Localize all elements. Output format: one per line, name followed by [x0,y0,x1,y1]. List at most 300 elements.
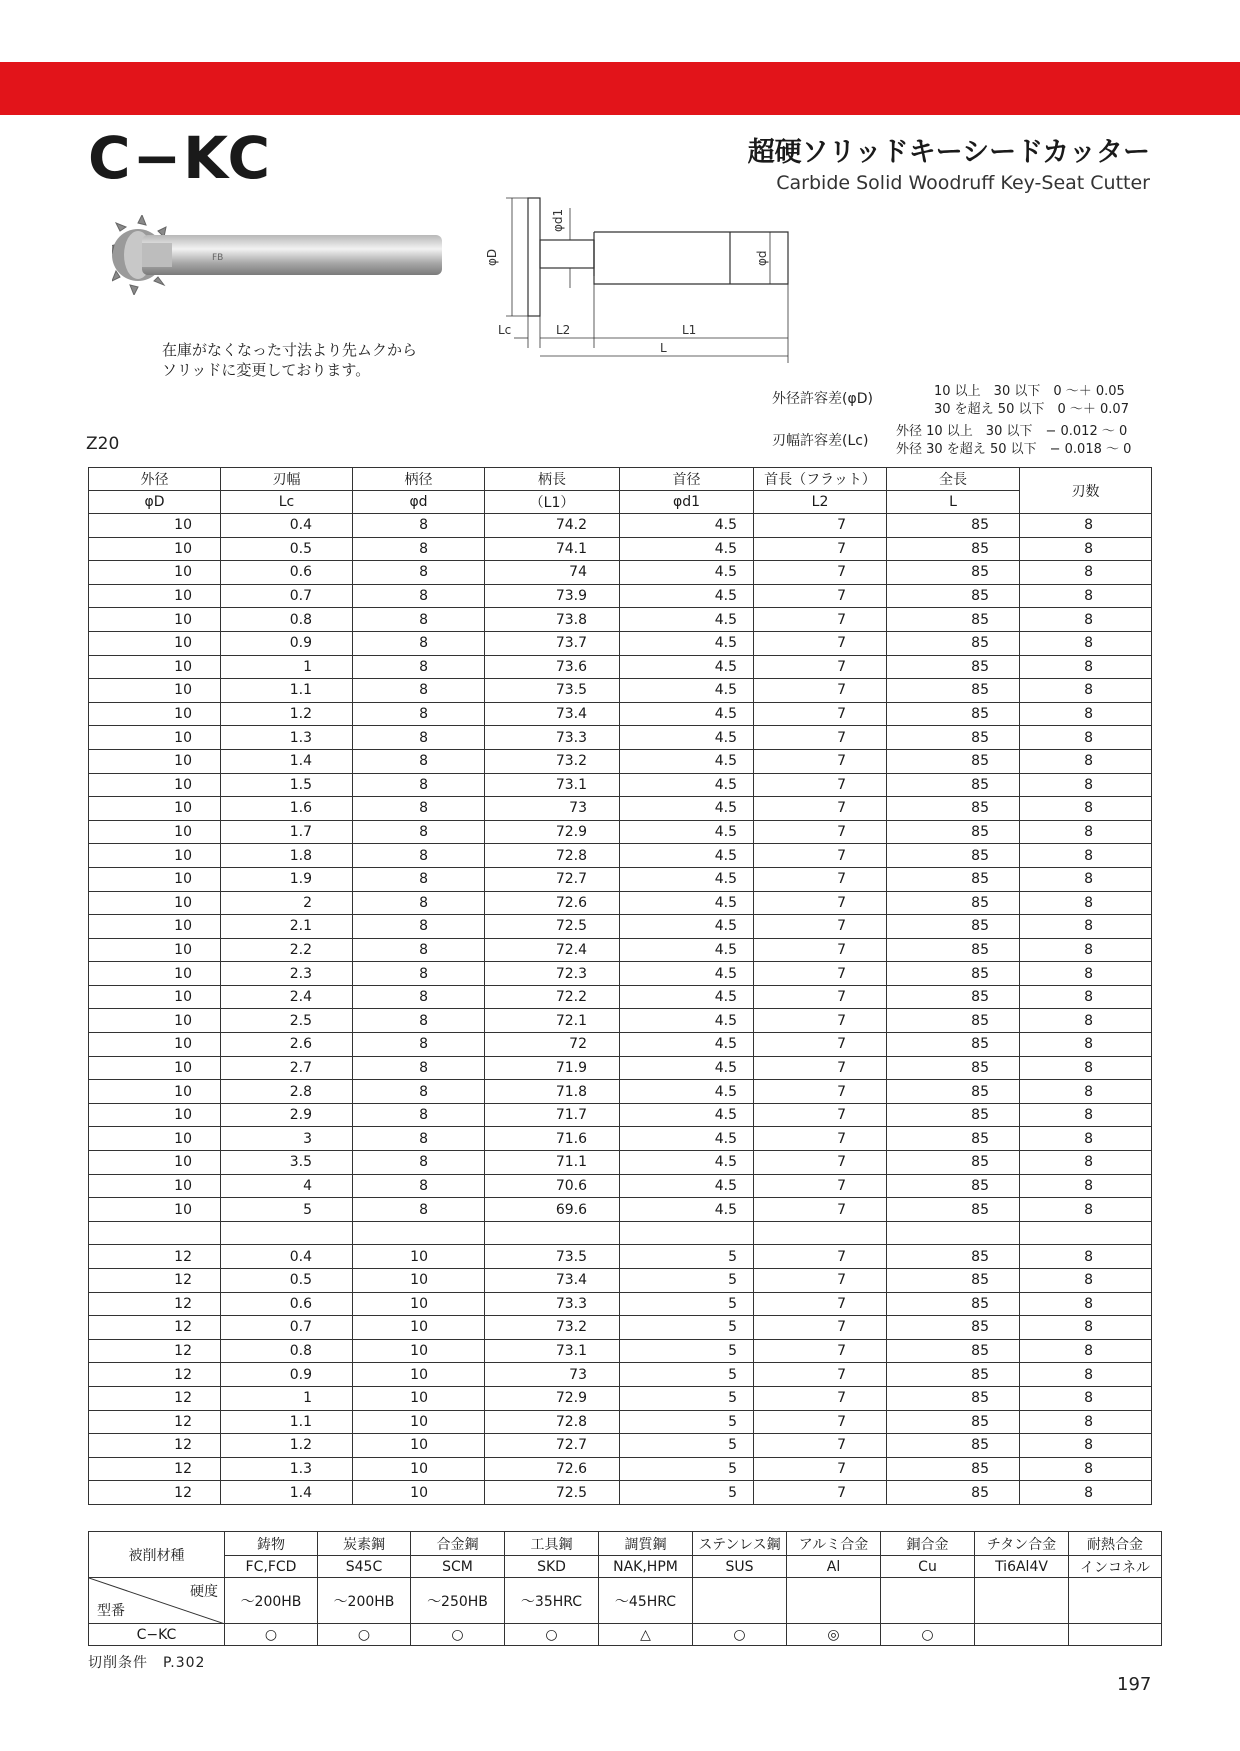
table-cell: 7 [754,1151,887,1175]
table-cell: 4.5 [620,844,754,868]
table-row [89,962,1152,986]
table-cell: 85 [887,938,1020,962]
table-cell: 72.8 [485,1410,620,1434]
product-title-en: Carbide Solid Woodruff Key-Seat Cutter [776,172,1150,194]
tool-photo [112,215,472,295]
col-symbol: L2 [754,491,887,514]
hardness-value [693,1578,787,1624]
table-cell: 7 [754,844,887,868]
table-cell: 8 [353,773,485,797]
table-cell: 73 [485,797,620,821]
col-symbol: L [887,491,1020,514]
table-cell: 72.3 [485,962,620,986]
table-cell: 1.2 [221,1434,353,1458]
table-cell: 4.5 [620,655,754,679]
table-cell: 8 [1020,1198,1152,1222]
table-cell: 8 [1020,985,1152,1009]
table-cell: 10 [353,1410,485,1434]
rating-symbol: △ [599,1624,693,1646]
material-code: NAK,HPM [599,1556,693,1578]
table-cell: 4.5 [620,962,754,986]
table-cell: 2.9 [221,1103,353,1127]
table-cell: 4.5 [620,867,754,891]
table-cell: 73.7 [485,631,620,655]
rating-symbol: ◎ [787,1624,881,1646]
table-cell: 8 [1020,749,1152,773]
table-cell: 5 [620,1434,754,1458]
table-cell: 0.8 [221,1339,353,1363]
table-cell: 2.8 [221,1080,353,1104]
table-cell: 0.5 [221,1269,353,1293]
table-cell [1020,1221,1152,1245]
table-cell: 85 [887,679,1020,703]
col-symbol: （L1） [485,491,620,514]
table-cell: 8 [1020,797,1152,821]
table-row [89,1386,1152,1410]
table-cell: 5 [620,1410,754,1434]
table-cell: 8 [1020,1363,1152,1387]
table-cell: 12 [89,1457,221,1481]
table-cell: 7 [754,1292,887,1316]
table-cell: 7 [754,1103,887,1127]
rating-symbol: ○ [505,1624,599,1646]
material-code: SKD [505,1556,599,1578]
material-code: SCM [411,1556,505,1578]
table-cell: 7 [754,655,887,679]
table-cell: 5 [620,1481,754,1505]
table-cell: 8 [1020,962,1152,986]
table-cell: 8 [1020,584,1152,608]
table-cell: 85 [887,891,1020,915]
table-cell: 4.5 [620,938,754,962]
table-cell: 10 [89,1198,221,1222]
table-cell: 12 [89,1339,221,1363]
table-cell: 7 [754,1245,887,1269]
spec-table [88,467,1152,1505]
table-cell [754,1221,887,1245]
table-cell: 8 [1020,1292,1152,1316]
table-cell: 8 [353,514,485,538]
table-row [89,1033,1152,1057]
table-cell: 12 [89,1269,221,1293]
table-cell: 72.1 [485,1009,620,1033]
table-cell: 0.9 [221,1363,353,1387]
table-cell: 10 [89,1174,221,1198]
table-cell: 8 [353,962,485,986]
table-cell: 4.5 [620,797,754,821]
od-tolerance-label: 外径許容差(φD) [772,391,873,407]
table-cell: 4.5 [620,726,754,750]
table-cell: 85 [887,1292,1020,1316]
label-L2: L2 [556,323,571,337]
table-cell: 7 [754,1009,887,1033]
label-phiD: φD [485,248,499,266]
table-cell: 4.5 [620,1033,754,1057]
table-cell: 4.5 [620,985,754,1009]
table-cell: 7 [754,561,887,585]
table-row [89,1292,1152,1316]
table-cell: 8 [353,655,485,679]
material-code: Ti6Al4V [975,1556,1069,1578]
table-cell: 10 [89,844,221,868]
table-cell: 8 [1020,1174,1152,1198]
table-cell: 1 [221,1386,353,1410]
rating-symbol: ○ [411,1624,505,1646]
table-cell: 7 [754,891,887,915]
table-cell: 10 [89,1056,221,1080]
table-cell: 0.7 [221,584,353,608]
table-cell: 8 [1020,1245,1152,1269]
table-cell: 73.4 [485,1269,620,1293]
table-cell: 8 [353,584,485,608]
table-row [89,773,1152,797]
table-cell: 8 [1020,631,1152,655]
table-cell: 2.1 [221,915,353,939]
table-cell: 7 [754,962,887,986]
table-cell: 85 [887,1245,1020,1269]
table-cell: 0.4 [221,1245,353,1269]
table-row [89,1056,1152,1080]
table-cell: 10 [89,867,221,891]
table-cell: 1.5 [221,773,353,797]
table-cell: 1.3 [221,726,353,750]
table-cell: 85 [887,1363,1020,1387]
table-row [89,1410,1152,1434]
table-row [89,561,1152,585]
table-cell: 7 [754,1033,887,1057]
table-cell: 5 [620,1457,754,1481]
table-cell: 0.4 [221,514,353,538]
table-cell: 4.5 [620,1151,754,1175]
table-row [89,1457,1152,1481]
table-cell: 10 [89,749,221,773]
hardness-value [1069,1578,1162,1624]
table-row [89,1174,1152,1198]
rating-symbol: ○ [225,1624,318,1646]
table-cell: 8 [353,820,485,844]
table-cell: 69.6 [485,1198,620,1222]
table-cell: 12 [89,1363,221,1387]
table-cell: 8 [1020,773,1152,797]
table-cell: 73.4 [485,702,620,726]
table-cell: 0.9 [221,631,353,655]
table-cell: 2.6 [221,1033,353,1057]
col-header: 外径 [89,468,221,491]
table-cell: 85 [887,1174,1020,1198]
table-cell [89,1221,221,1245]
table-row [89,1080,1152,1104]
table-cell: 71.9 [485,1056,620,1080]
table-cell: 85 [887,655,1020,679]
table-cell: 0.5 [221,537,353,561]
table-row [89,1198,1152,1222]
table-cell: 8 [1020,1151,1152,1175]
table-cell: 73.2 [485,1316,620,1340]
table-cell: 71.6 [485,1127,620,1151]
table-cell: 7 [754,749,887,773]
col-header: 首長（フラット） [754,468,887,491]
col-symbol: Lc [221,491,353,514]
table-cell: 7 [754,679,887,703]
table-row [89,938,1152,962]
table-cell: 7 [754,820,887,844]
table-row [89,1151,1152,1175]
table-row [89,702,1152,726]
table-row [89,655,1152,679]
table-cell: 10 [89,631,221,655]
table-cell: 8 [1020,1457,1152,1481]
lc-tolerance-line1: 外径 10 以上 30 以下 − 0.012 〜 0 [896,424,1128,439]
table-cell: 10 [89,773,221,797]
table-cell: 10 [353,1386,485,1410]
table-cell: 7 [754,1434,887,1458]
table-cell: 1.4 [221,749,353,773]
table-cell: 7 [754,938,887,962]
hardness-label: 硬度 [190,1584,218,1600]
table-cell: 2.3 [221,962,353,986]
table-cell: 8 [353,844,485,868]
table-cell: 1.3 [221,1457,353,1481]
table-cell: 7 [754,514,887,538]
hardness-value [975,1578,1069,1624]
rating-symbol [1069,1624,1162,1646]
table-cell: 7 [754,1363,887,1387]
table-cell: 85 [887,962,1020,986]
table-cell: 74.1 [485,537,620,561]
table-cell: 71.7 [485,1103,620,1127]
label-phid1: φd1 [551,208,565,232]
table-cell: 8 [353,1174,485,1198]
material-group: 工具鋼 [505,1532,599,1556]
table-cell: 7 [754,915,887,939]
table-cell: 73 [485,1363,620,1387]
table-row [89,679,1152,703]
table-cell: 8 [1020,844,1152,868]
table-cell: 8 [353,915,485,939]
table-cell: 8 [1020,655,1152,679]
table-cell: 85 [887,1339,1020,1363]
col-header: 柄径 [353,468,485,491]
material-group: チタン合金 [975,1532,1069,1556]
table-cell: 4.5 [620,1009,754,1033]
table-cell: 85 [887,1151,1020,1175]
table-cell: 85 [887,631,1020,655]
table-cell: 3.5 [221,1151,353,1175]
table-cell: 72.5 [485,1481,620,1505]
table-cell: 1.7 [221,820,353,844]
col-header: 全長 [887,468,1020,491]
table-cell: 7 [754,1457,887,1481]
table-cell: 8 [1020,561,1152,585]
table-cell: 73.5 [485,679,620,703]
table-cell: 8 [353,797,485,821]
table-cell: 10 [89,915,221,939]
cutting-conditions-ref: 切削条件 P.302 [88,1655,206,1671]
table-cell: 8 [353,891,485,915]
table-cell: 8 [353,1056,485,1080]
table-cell: 10 [89,1009,221,1033]
table-cell: 5 [620,1316,754,1340]
col-header: 首径 [620,468,754,491]
table-cell: 5 [620,1339,754,1363]
table-cell: 10 [89,1033,221,1057]
table-cell: 85 [887,1269,1020,1293]
photo-mark: FB [212,253,224,263]
table-cell: 4.5 [620,915,754,939]
table-row [89,820,1152,844]
table-cell: 72.6 [485,1457,620,1481]
table-cell: 1.1 [221,1410,353,1434]
material-group: 耐熱合金 [1069,1532,1162,1556]
table-cell: 1.8 [221,844,353,868]
table-cell: 2 [221,891,353,915]
table-cell: 85 [887,726,1020,750]
product-title-jp: 超硬ソリッドキーシードカッター [747,137,1150,168]
material-group: アルミ合金 [787,1532,881,1556]
table-cell: 8 [353,1009,485,1033]
table-cell: 7 [754,1269,887,1293]
table-cell: 72.7 [485,867,620,891]
table-cell: 72.7 [485,1434,620,1458]
table-cell: 12 [89,1481,221,1505]
table-cell: 73.9 [485,584,620,608]
table-cell: 4.5 [620,820,754,844]
table-row [89,1434,1152,1458]
rating-row-label: C−KC [89,1624,225,1646]
table-cell: 7 [754,631,887,655]
table-row [89,1221,1152,1245]
table-cell: 8 [353,537,485,561]
table-cell: 4.5 [620,1056,754,1080]
table-cell: 8 [353,679,485,703]
table-cell: 4.5 [620,1174,754,1198]
table-cell: 8 [353,867,485,891]
od-tolerance-line1: 10 以上 30 以下 0 〜＋ 0.05 [934,384,1125,399]
table-cell: 8 [353,608,485,632]
table-cell: 10 [89,514,221,538]
page-number: 197 [1117,1674,1152,1695]
table-cell: 8 [353,749,485,773]
table-cell: 8 [1020,1127,1152,1151]
table-cell: 85 [887,537,1020,561]
table-cell: 4.5 [620,1080,754,1104]
table-cell: 2.2 [221,938,353,962]
hardness-value: 〜250HB [411,1578,505,1624]
table-cell: 10 [89,655,221,679]
table-cell: 10 [89,938,221,962]
table-cell: 7 [754,1174,887,1198]
table-cell: 72.9 [485,820,620,844]
table-cell: 85 [887,844,1020,868]
type-label: 型番 [97,1603,125,1619]
table-cell: 70.6 [485,1174,620,1198]
stock-note: 在庫がなくなった寸法より先ムクから ソリッドに変更しております。 [162,341,418,379]
table-cell: 8 [1020,1481,1152,1505]
table-cell: 7 [754,584,887,608]
table-cell: 85 [887,867,1020,891]
table-cell: 4.5 [620,561,754,585]
table-cell: 85 [887,1127,1020,1151]
table-cell: 73.1 [485,1339,620,1363]
material-code: SUS [693,1556,787,1578]
material-code: FC,FCD [225,1556,318,1578]
table-cell: 10 [353,1363,485,1387]
table-cell: 0.8 [221,608,353,632]
table-cell: 8 [1020,938,1152,962]
table-cell: 85 [887,561,1020,585]
table-cell: 12 [89,1410,221,1434]
table-cell: 74 [485,561,620,585]
rating-symbol: ○ [318,1624,411,1646]
table-cell: 10 [89,608,221,632]
table-cell: 10 [353,1269,485,1293]
material-code: S45C [318,1556,411,1578]
table-cell: 10 [89,726,221,750]
table-cell: 10 [89,1103,221,1127]
table-cell: 72.5 [485,915,620,939]
table-cell: 74.2 [485,514,620,538]
table-cell [353,1221,485,1245]
material-group: 銅合金 [881,1532,975,1556]
table-cell: 73.1 [485,773,620,797]
table-row [89,584,1152,608]
table-cell: 5 [620,1386,754,1410]
table-cell: 8 [1020,1056,1152,1080]
table-cell: 3 [221,1127,353,1151]
table-row [89,867,1152,891]
table-cell: 8 [353,938,485,962]
table-cell: 12 [89,1292,221,1316]
table-cell [887,1221,1020,1245]
table-cell: 85 [887,1103,1020,1127]
table-row [89,1009,1152,1033]
table-cell: 8 [353,1033,485,1057]
table-cell: 4.5 [620,608,754,632]
table-cell: 73.2 [485,749,620,773]
col-header: 刃幅 [221,468,353,491]
table-cell: 1.9 [221,867,353,891]
table-cell: 85 [887,1434,1020,1458]
table-cell: 8 [353,1103,485,1127]
table-cell [221,1221,353,1245]
table-cell: 10 [89,985,221,1009]
table-cell: 85 [887,1481,1020,1505]
table-cell: 8 [1020,1009,1152,1033]
rating-symbol: ○ [693,1624,787,1646]
table-cell: 12 [89,1386,221,1410]
table-cell: 72.4 [485,938,620,962]
table-cell: 10 [89,679,221,703]
table-cell: 85 [887,1410,1020,1434]
table-cell: 85 [887,1033,1020,1057]
table-cell: 10 [89,537,221,561]
table-cell: 8 [1020,1316,1152,1340]
table-cell: 71.1 [485,1151,620,1175]
table-cell: 4.5 [620,749,754,773]
hardness-value: 〜200HB [225,1578,318,1624]
table-cell: 5 [620,1292,754,1316]
table-cell: 2.4 [221,985,353,1009]
table-row [89,608,1152,632]
table-cell: 7 [754,608,887,632]
table-cell: 8 [353,631,485,655]
table-cell: 10 [353,1292,485,1316]
table-cell: 8 [1020,1033,1152,1057]
table-cell: 7 [754,537,887,561]
table-row [89,1245,1152,1269]
table-row [89,631,1152,655]
table-cell: 85 [887,1056,1020,1080]
